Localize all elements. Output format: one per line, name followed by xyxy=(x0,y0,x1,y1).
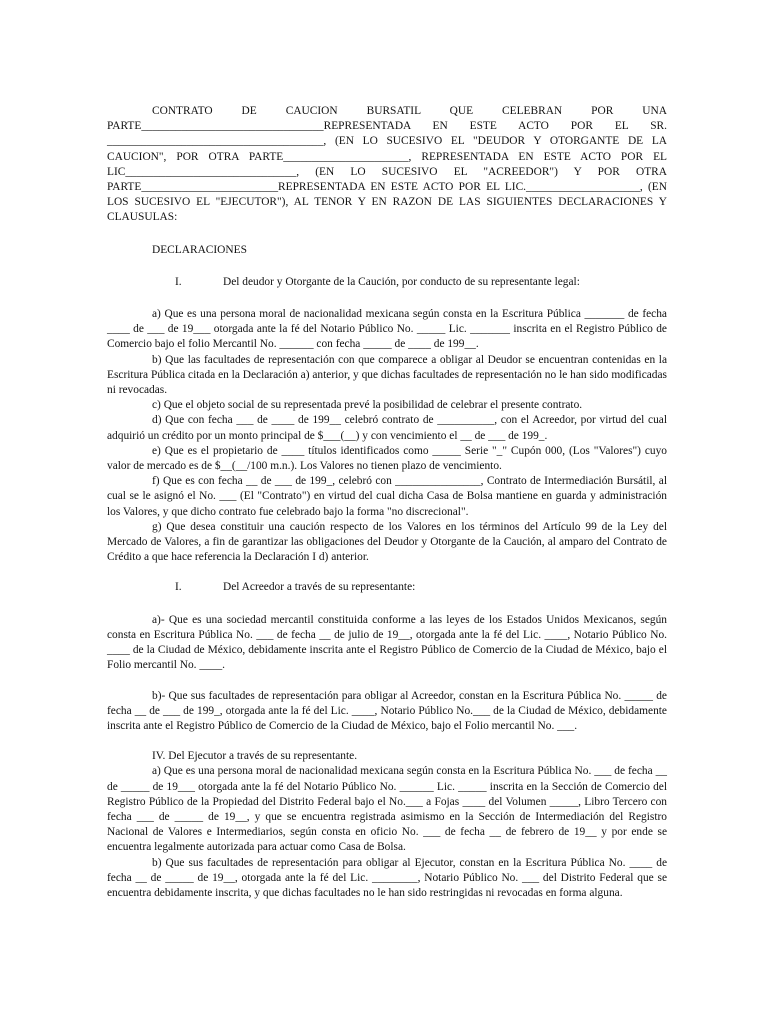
declaration-1c: c) Que el objeto social de su representada prevé la posibilidad de celebrar el presente contrato. xyxy=(152,399,583,412)
contract-document xyxy=(107,104,667,901)
declaration-4b: b) Que sus facultades de representación para obligar al Ejecutor, constan en la Escritura Pública No. ____ de fecha __ de _____ de 19__, otorgada ante la fé del Lic. ________, Notario Público No. ___ del Distrito Federal que se encuentra debidamente inscrita, y que dichas facultades no le han sido restringidas ni revocadas en forma alguna. xyxy=(107,856,667,899)
section-1-title: Del deudor y Otorgante de la Caución, por conducto de su representante legal: xyxy=(223,275,580,288)
section-1-heading xyxy=(107,275,667,290)
declaration-1a: a) Que es una persona moral de nacionalidad mexicana según consta en la Escritura Pública _______ de fecha ____ de ___ de 19___ otorgada ante la fé del Notario Público No. _____ Lic. _______ inscrita en el Registro Público de Comercio bajo el folio Mercantil No. ______ con fecha _____ de ____ de 199__. xyxy=(107,308,667,351)
declaration-1b: b) Que las facultades de representación con que comparece a obligar al Deudor se encuentran contenidas en la Escritura Pública citada en la Declaración a) anterior, y que dichas facultades de representación no le han sido modificadas ni revocadas. xyxy=(107,353,667,397)
section-2-title: Del Acreedor a través de su representante: xyxy=(223,581,416,594)
section-2-number: I. xyxy=(175,581,182,594)
declaration-1f: f) Que es con fecha __ de ___ de 199_, celebró con _______________, Contrato de Intermediación Bursátil, al cual se le asignó el No. ___ (El "Contrato") en virtud del cual dicha Casa de Bolsa mantiene en guarda y administración los Valores, y que dicho contrato fue celebrado bajo la forma "no discrecional". xyxy=(107,475,667,518)
declaration-4a: a) Que es una persona moral de nacionalidad mexicana según consta en la Escritura Pública No. ___ de fecha __ de _____ de 19___ otorgada ante la fé del Notario Público No. ______ Lic. _____ inscrita en la Sección de Comercio del Registro Público de la Propiedad del Distrito Federal bajo el No.___ a Fojas ____ del Volumen _____, Libro Tercero con fecha ___ de _____ de 19__, y que se encuentra registrada asimismo en la Sección de Intermediación del Registro Nacional de Valores e Intermediarios, según consta en oficio No. ___ de fecha __ de febrero de 19__ y por ende se encuentra legalmente autorizada para actuar como Casa de Bolsa. xyxy=(107,765,667,854)
section-2-heading xyxy=(107,580,667,595)
section-4-heading: IV. Del Ejecutor a través de su representante. xyxy=(152,750,358,763)
declaration-1e: e) Que es el propietario de ____ títulos identificados como _____ Serie "_" Cupón 000, (Los "Valores") cuyo valor de mercado es de $__(__/100 m.n.). Los Valores no tienen plazo de vencimiento. xyxy=(107,444,667,473)
contract-title-paragraph: CONTRATO DE CAUCION BURSATIL QUE CELEBRAN POR UNA PARTE________________________________REPRESENTADA EN ESTE ACTO POR EL SR. ______________________________________, (EN LO SUCESIVO EL "DEUDOR Y OTORGANTE DE LA CAUCION", POR OTRA PARTE______________________, REPRESENTADA EN ESTE ACTO POR EL LIC______________________________, (EN LO SUCESIVO EL "ACREEDOR") Y POR OTRA PARTE________________________REPRESENTADA EN ESTE ACTO POR EL LIC.____________________, (EN LOS SUCESIVO EL "EJECUTOR"), AL TENOR Y EN RAZON DE LAS SIGUIENTES DECLARACIONES Y CLAUSULAS: xyxy=(107,105,667,224)
section-1-number: I. xyxy=(175,275,182,288)
declaration-2a: a)- Que es una sociedad mercantil constituida conforme a las leyes de los Estados Unidos Mexicanos, según consta en Escritura Pública No. ___ de fecha __ de julio de 19__, otorgada ante la fé del Lic. ____, Notario Público No. ____ de la Ciudad de México, debidamente inscrita ante el Registro Público de Comercio de la Ciudad de México, bajo el Folio mercantil No. ____. xyxy=(107,613,667,672)
declaraciones-heading: DECLARACIONES xyxy=(152,243,247,256)
declaration-2b: b)- Que sus facultades de representación para obligar al Acreedor, constan en la Escritura Pública No. _____ de fecha __ de ___ de 199_, otorgada ante la fé del Lic. ____, Notario Público No.___ de la Ciudad de México, debidamente inscrita ante el Registro Público de Comercio de la Ciudad de México, bajo el Folio mercantil No. ___. xyxy=(107,689,667,732)
declaration-1d: d) Que con fecha ___ de ____ de 199__ celebró contrato de __________, con el Acreedor, por virtud del cual adquirió un crédito por un monto principal de $___(__) y con vencimiento el __ de ___ de 199_. xyxy=(107,414,667,442)
declaration-1g: g) Que desea constituir una caución respecto de los Valores en los términos del Artículo 99 de la Ley del Mercado de Valores, a fin de garantizar las obligaciones del Deudor y Otorgante de la Caución, al amparo del Contrato de Crédito a que hace referencia la Declaración I d) anterior. xyxy=(107,520,667,564)
